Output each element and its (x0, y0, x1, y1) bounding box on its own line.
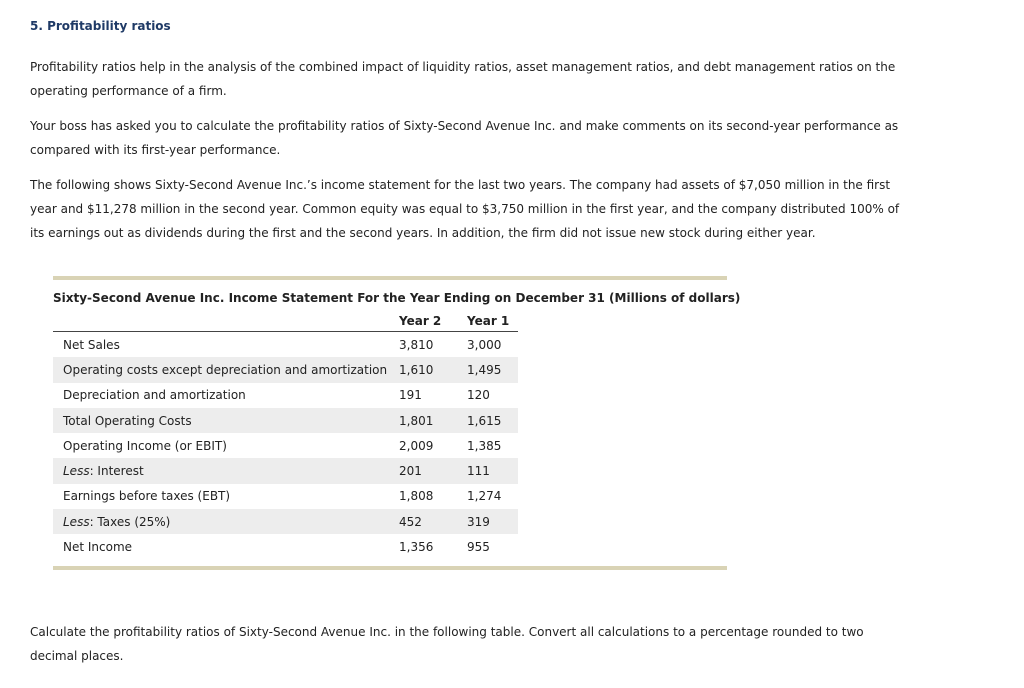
section-heading: 5. Profitability ratios (30, 19, 171, 33)
header-year-1: Year 1 (461, 310, 518, 332)
income-statement-title: Sixty-Second Avenue Inc. Income Statement For the Year Ending on December 31 (Millions of dollars) (53, 291, 741, 305)
table-row-operating-costs (53, 357, 518, 382)
context-paragraph: The following shows Sixty-Second Avenue Inc.’s income statement for the last two years. The company had assets of $7,050 million in the first year and $11,278 million in the second year. Common equity was equal to $3,750 million in the first year, and the company distributed 100% of its earnings out as dividends during the first and the second years. In addition, the firm did not issue new stock during either year. (30, 178, 900, 240)
header-year-2: Year 2 (399, 310, 461, 332)
instruction-paragraph: Calculate the profitability ratios of Sixty-Second Avenue Inc. in the following table. Convert all calculations to a percentage rounded to two decimal places. (30, 625, 864, 663)
row-year-2-value: 1,610 (399, 357, 461, 382)
less-prefix: Less (63, 514, 90, 529)
row-year-1-value: 3,000 (467, 337, 502, 352)
row-year-1-value: 955 (467, 540, 490, 555)
row-label (53, 458, 399, 483)
table-row-net-income (53, 534, 518, 559)
row-label-text: : Interest (89, 464, 144, 479)
row-year-1-value: 1,274 (467, 489, 502, 504)
intro-paragraph: Profitability ratios help in the analysis of the combined impact of liquidity ratios, asset management ratios, and debt management ratios on the operating performance of a firm. (30, 60, 896, 98)
row-year-2-value: 201 (399, 458, 461, 483)
table-bottom-rule (53, 566, 727, 570)
row-year-2-value: 1,356 (399, 540, 434, 555)
table-row-taxes (53, 509, 518, 534)
row-label: Net Income (63, 540, 133, 555)
row-label: Depreciation and amortization (63, 388, 246, 403)
row-label: Total Operating Costs (53, 408, 399, 433)
row-year-1-value: 1,495 (461, 357, 518, 382)
row-label-text: : Taxes (25%) (89, 514, 171, 529)
table-row-interest (53, 458, 518, 483)
row-year-2-value: 191 (399, 388, 422, 403)
table-top-rule (53, 276, 727, 280)
row-year-2-value: 452 (399, 509, 461, 534)
row-label: Net Sales (63, 337, 120, 352)
row-label: Earnings before taxes (EBT) (63, 489, 231, 504)
row-year-2-value: 2,009 (399, 438, 434, 453)
table-row-depreciation (53, 383, 518, 408)
row-label (53, 509, 399, 534)
table-row-operating-income (53, 433, 518, 458)
table-row-ebt (53, 484, 518, 509)
table-header-row (53, 310, 518, 332)
row-year-1-value: 1,615 (461, 408, 518, 433)
table-row-net-sales (53, 332, 518, 358)
row-label: Operating Income (or EBIT) (63, 438, 227, 453)
row-year-2-value: 1,808 (399, 489, 434, 504)
less-prefix: Less (63, 464, 90, 479)
income-statement-table (53, 310, 518, 560)
row-year-1-value: 111 (461, 458, 518, 483)
row-year-1-value: 1,385 (467, 438, 502, 453)
header-label-cell (53, 310, 399, 332)
row-year-2-value: 3,810 (399, 337, 434, 352)
row-year-1-value: 120 (467, 388, 490, 403)
task-paragraph: Your boss has asked you to calculate the profitability ratios of Sixty-Second Avenue Inc. and make comments on its second-year performance as compared with its first-year performance. (30, 119, 899, 157)
table-row-total-operating-costs (53, 408, 518, 433)
row-year-1-value: 319 (461, 509, 518, 534)
row-label: Operating costs except depreciation and amortization (53, 357, 399, 382)
row-year-2-value: 1,801 (399, 408, 461, 433)
